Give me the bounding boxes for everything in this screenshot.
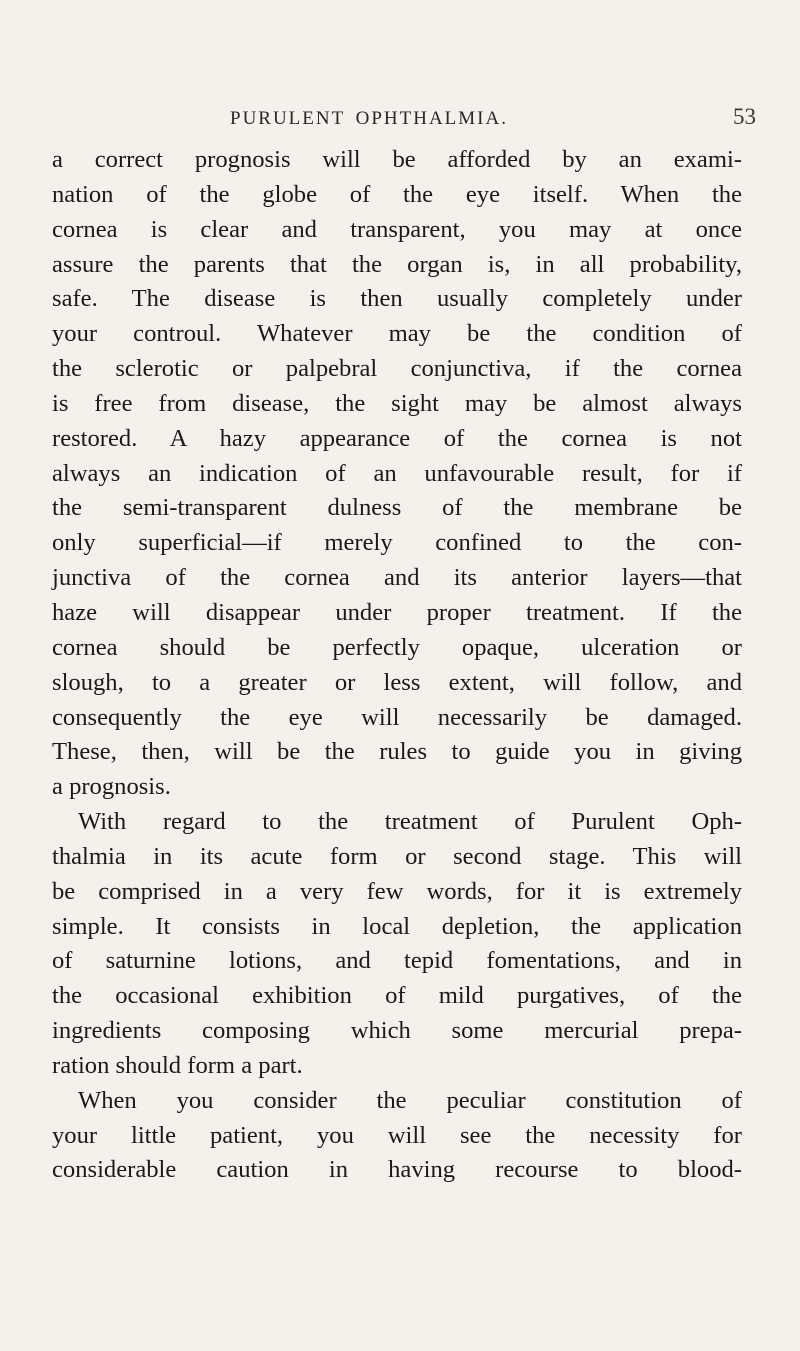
text-line: thalmia in its acute form or second stage. This will bbox=[52, 842, 742, 870]
text-line: a correct prognosis will be afforded by an exami- bbox=[52, 146, 742, 173]
text-line: always an indication of an unfavourable result, for if bbox=[52, 459, 742, 487]
text-line: slough, to a greater or less extent, will follow, and bbox=[52, 668, 742, 696]
text-line: When you consider the peculiar constitution of bbox=[78, 1086, 742, 1114]
text-line: only superficial—if merely confined to the con- bbox=[52, 529, 742, 557]
body-text bbox=[52, 143, 742, 1188]
text-line: your controul. Whatever may be the condition of bbox=[52, 320, 742, 348]
text-line: ration should form a part. bbox=[52, 1051, 303, 1079]
text-line: safe. The disease is then usually completely under bbox=[52, 285, 742, 313]
text-line: restored. A hazy appearance of the cornea is not bbox=[52, 424, 742, 452]
text-line: cornea should be perfectly opaque, ulceration or bbox=[52, 633, 742, 661]
text-line: is free from disease, the sight may be almost always bbox=[52, 389, 742, 417]
text-line: With regard to the treatment of Purulent Oph- bbox=[78, 808, 742, 836]
text-line: These, then, will be the rules to guide you in giving bbox=[52, 738, 742, 766]
text-line: a prognosis. bbox=[52, 773, 171, 801]
text-line: your little patient, you will see the necessity for bbox=[52, 1121, 742, 1149]
text-line: considerable caution in having recourse to blood- bbox=[52, 1156, 742, 1184]
text-line: the sclerotic or palpebral conjunctiva, if the cornea bbox=[52, 355, 742, 383]
text-line: of saturnine lotions, and tepid fomentations, and in bbox=[52, 947, 742, 975]
text-line: consequently the eye will necessarily be damaged. bbox=[52, 703, 742, 731]
text-line: nation of the globe of the eye itself. When the bbox=[52, 180, 742, 208]
page-number: 53 bbox=[733, 104, 756, 129]
text-line: the occasional exhibition of mild purgatives, of the bbox=[52, 982, 742, 1010]
text-line: simple. It consists in local depletion, the application bbox=[52, 912, 742, 940]
text-line: cornea is clear and transparent, you may at once bbox=[52, 215, 742, 243]
text-line: assure the parents that the organ is, in all probability, bbox=[52, 250, 742, 278]
text-line: junctiva of the cornea and its anterior layers—that bbox=[52, 564, 742, 592]
text-line: the semi-transparent dulness of the membrane be bbox=[52, 494, 742, 522]
running-title: PURULENT OPHTHALMIA. bbox=[230, 108, 508, 129]
text-line: be comprised in a very few words, for it is extremely bbox=[52, 877, 742, 905]
text-line: ingredients composing which some mercurial prepa- bbox=[52, 1017, 742, 1045]
text-line: haze will disappear under proper treatment. If the bbox=[52, 598, 742, 626]
